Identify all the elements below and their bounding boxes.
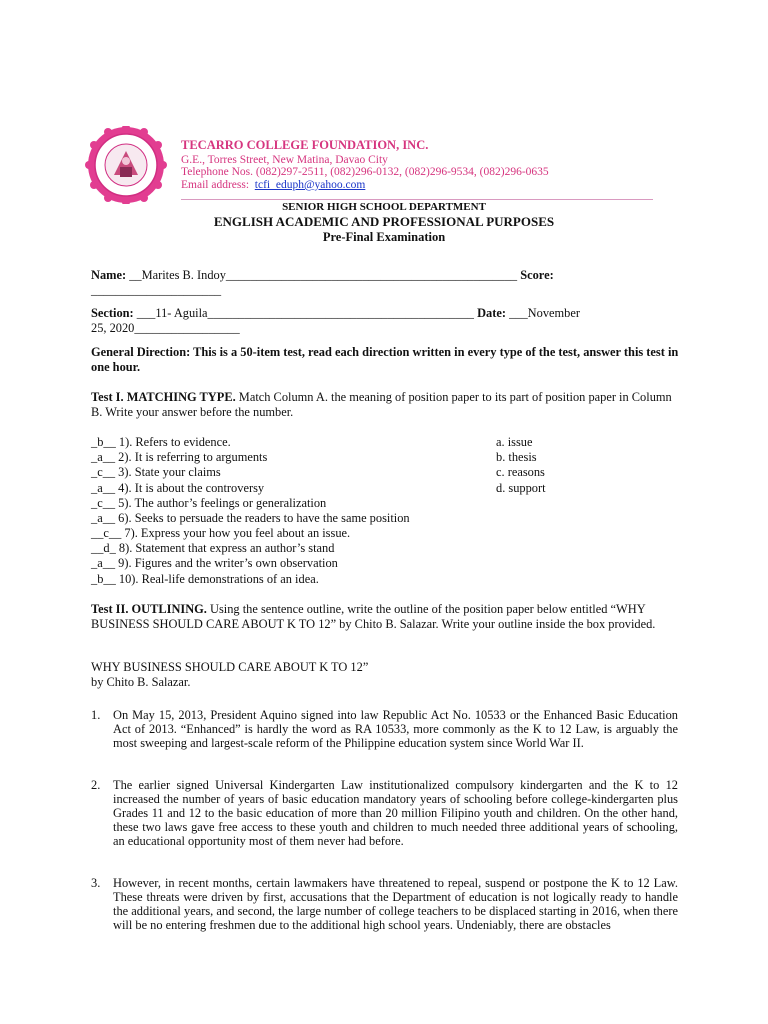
email-label: Email address: — [181, 179, 250, 191]
paragraph-number: 2. — [91, 778, 101, 792]
article-paragraph: However, in recent months, certain lawmakers have threatened to repeal, suspend or postpone the K to 12 Law. These threats were driven by first, accusations that the Department of education is not logically ready to handle the additional years, and second, the large number of college teachers to be displaced starting in 2016, when there will be no entering freshmen due to the additional high school years. Undeniably, there are obstacles — [113, 876, 678, 932]
test1-instruction-text: Match Column A. the meaning of position paper to its part of position paper in Column B. Write your answer before the number. — [91, 390, 672, 419]
school-telephone: Telephone Nos. (082)297-2511, (082)296-0132, (082)296-9534, (082)296-0635 — [181, 166, 549, 178]
score-value: _____________________ — [91, 283, 222, 297]
article-paragraph: On May 15, 2013, President Aquino signed into law Republic Act No. 10533 or the Enhanced Basic Education Act of 2013. “Enhanced” is hardly the word as RA 10533, more commonly as the K to 12 Law, is arguably the most sweeping and largest-scale reform of the Philippine education system since World War II. — [113, 708, 678, 750]
test2-heading: Test II. OUTLINING. — [91, 602, 207, 616]
article-title: WHY BUSINESS SHOULD CARE ABOUT K TO 12” — [91, 660, 369, 674]
test1-instructions — [91, 390, 679, 419]
matching-item: _b__ 1). Refers to evidence. — [91, 435, 231, 449]
article-author: by Chito B. Salazar. — [91, 675, 191, 689]
email-link[interactable]: tcfi_eduph@yahoo.com — [254, 179, 366, 191]
matching-choice: b. thesis — [496, 450, 537, 464]
matching-item: _a__ 6). Seeks to persuade the readers to have the same position — [91, 511, 410, 525]
name-row — [91, 268, 554, 283]
matching-choice: a. issue — [496, 435, 533, 449]
score-label: Score: — [520, 268, 554, 282]
department-title: SENIOR HIGH SCHOOL DEPARTMENT — [282, 201, 486, 213]
matching-item: __d_ 8). Statement that express an author’s stand — [91, 541, 335, 555]
matching-item: __c__ 7). Express your how you feel about an issue. — [91, 526, 351, 540]
matching-item: _c__ 5). The author’s feelings or generalization — [91, 496, 327, 510]
date-value-continued: 25, 2020_________________ — [91, 321, 240, 335]
paragraph-number: 3. — [91, 876, 101, 890]
matching-choice: d. support — [496, 481, 546, 495]
test2-instruction-text: Using the sentence outline, write the outline of the position paper below entitled “WHY BUSINESS SHOULD CARE ABOUT K TO 12” by Chito B. Salazar. Write your outline inside the box provided. — [91, 602, 656, 631]
matching-item: _c__ 3). State your claims — [91, 465, 221, 479]
date-label: Date: — [477, 306, 506, 320]
matching-item: _a__ 4). It is about the controversy — [91, 481, 265, 495]
exam-title: Pre-Final Examination — [322, 230, 446, 244]
school-address: G.E., Torres Street, New Matina, Davao City — [181, 154, 388, 166]
general-direction: General Direction: This is a 50-item test, read each direction written in every type of the test, answer this test in one hour. — [91, 345, 679, 374]
header-divider — [181, 199, 653, 200]
name-value: __Marites B. Indoy_______________________________________________ — [129, 268, 518, 282]
matching-item: _a__ 9). Figures and the writer’s own observation — [91, 556, 338, 570]
test1-heading: Test I. MATCHING TYPE. — [91, 390, 236, 404]
school-name: TECARRO COLLEGE FOUNDATION, INC. — [181, 138, 429, 152]
test2-instructions — [91, 602, 679, 631]
section-label: Section: — [91, 306, 134, 320]
section-row — [91, 306, 580, 321]
school-email-line — [181, 178, 365, 192]
name-label: Name: — [91, 268, 127, 282]
article-paragraph: The earlier signed Universal Kindergarten Law institutionalized compulsory kindergarten and the K to 12 increased the number of years of basic education mandatory years of schooling before college-kindergarten plus Grades 11 and 12 to the basic education of more than 20 million Filipino youth and children. On the other hand, these two laws gave free access to these youth and children to much needed three additional years of schooling, an educational opportunity most of them never had before. — [113, 778, 678, 848]
section-value: ___11- Aguila___________________________________________ — [136, 306, 474, 320]
school-seal-logo — [80, 126, 172, 209]
matching-item: _a__ 2). It is referring to arguments — [91, 450, 268, 464]
paragraph-number: 1. — [91, 708, 101, 722]
subject-title: ENGLISH ACADEMIC AND PROFESSIONAL PURPOSES — [213, 214, 555, 229]
matching-choice: c. reasons — [496, 465, 545, 479]
matching-item: _b__ 10). Real-life demonstrations of an idea. — [91, 572, 319, 586]
date-value: ___November — [509, 306, 580, 320]
